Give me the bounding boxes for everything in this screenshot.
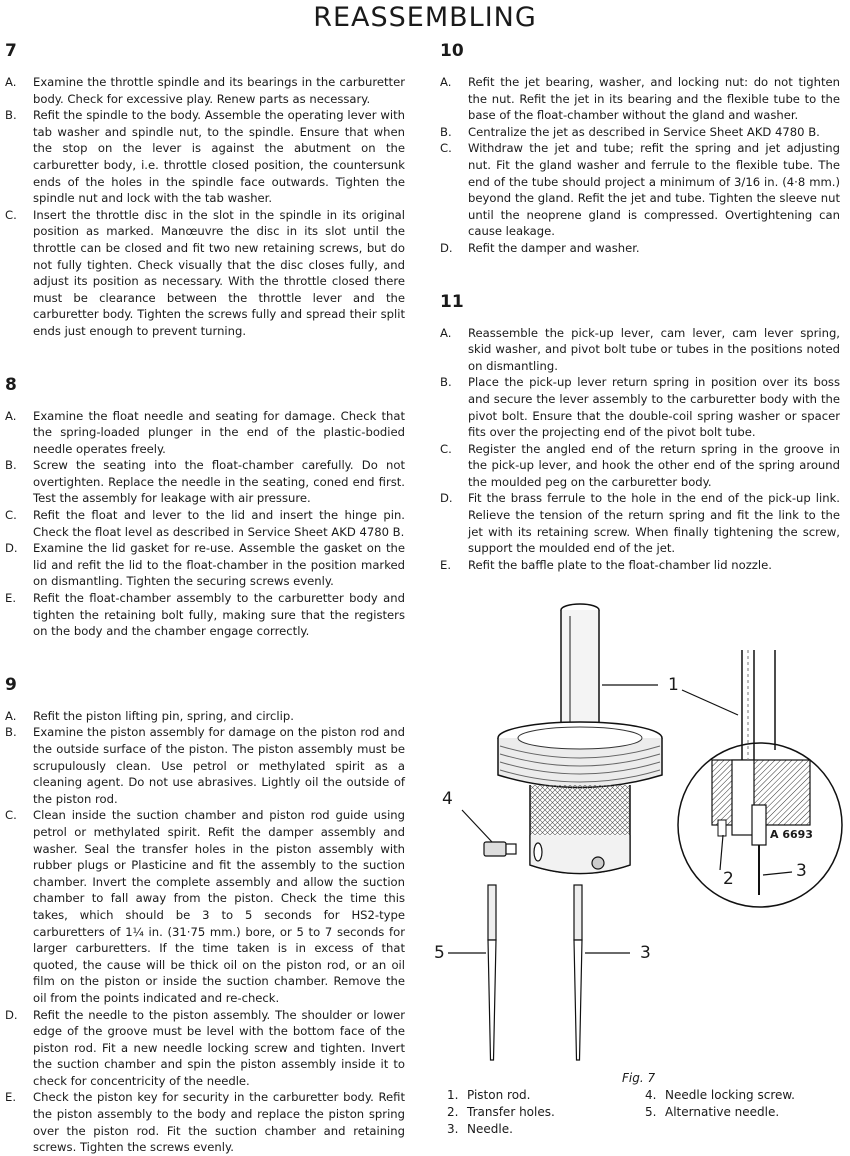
list-item: D. Refit the needle to the piston assembly. The shoulder or lower edge of the groove must be level with the bottom face of the piston rod. Fit a new needle locking screw and tighten. Invert the suction chamber and spin the piston assembly inside it to check for concentricity of the needle. [5, 1007, 405, 1088]
list-item: E. Check the piston key for security in the carburetter body. Refit the piston assembly to the body and replace the piston spring over the piston rod. Fit the suction chamber and retaining screws. Tighten the screws evenly. [5, 1090, 405, 1155]
list-item: B. Screw the seating into the float-chamber carefully. Do not overtighten. Replace the needle in the seating, coned end first. Test the assembly for leakage with air pressure. [5, 458, 405, 506]
piston-body [530, 785, 630, 874]
list-item: B. Place the pick-up lever return spring in position over its boss and secure the lever assembly to the carburetter body with the pivot bolt. Ensure that the double-coil spring washer or spacer fits over the projecting end of the pivot bolt tube. [440, 375, 840, 440]
list-item: D. Fit the brass ferrule to the hole in the end of the pick-up link. Relieve the tension of the return spring and fit the link to the jet with its retaining screw. When finally tightening the screw, support the moulded end of the jet. [440, 491, 840, 556]
figure-legend-left [447, 1087, 555, 1138]
callout-3-inset: 3 [796, 861, 807, 881]
right-column [440, 40, 840, 573]
callout-1: 1 [668, 675, 679, 695]
list-item: C. Refit the float and lever to the lid and insert the hinge pin. Check the float level as described in Service Sheet AKD 4780 B. [5, 508, 405, 539]
piston-rod [561, 604, 599, 740]
list-item: C. Clean inside the suction chamber and piston rod guide using petrol or methylated spirit. Refit the damper assembly and washer. Seal the transfer holes in the piston assembly with rubber plugs or Plasticine and fit the assembly to the suction chamber. Invert the complete assembly and allow the suction chamber to fall away from the piston. Check the time this takes, which should be 3 to 5 seconds for HS2-type carburetters of 1¼ in. (31·75 mm.) bore, or 5 to 7 seconds for larger carburetters. If the time taken is in excess of that quoted, the cause will be thick oil on the piston rod, or an oil film on the piston or inside the suction chamber. Remove the oil from the points indicated and re-check. [5, 808, 405, 1005]
list-item: D. Examine the lid gasket for re-use. Assemble the gasket on the lid and refit the lid to the float-chamber in the position marked on dismantling. Tighten the securing screws evenly. [5, 541, 405, 589]
detail-inset [678, 743, 842, 907]
needle [574, 885, 582, 1060]
legend-item: 4. Needle locking screw. [645, 1088, 795, 1102]
section-number: 8 [5, 374, 17, 395]
callout-5: 5 [434, 943, 445, 963]
section-number: 11 [440, 291, 464, 312]
list-item: B. Examine the piston assembly for damage on the piston rod and the outside surface of the piston. The piston assembly must be scrupulously clean. Use petrol or methylated spirit as a cleaning agent. Do not use abrasives. Lightly oil the outside of the piston rod. [5, 725, 405, 806]
legend-item: 2. Transfer holes. [447, 1105, 555, 1119]
list-item: C. Register the angled end of the return spring in the groove in the pick-up lever, and hook the other end of the spring around the moulded peg on the carburetter body. [440, 441, 840, 489]
section-number: 9 [5, 674, 17, 695]
section-8 [5, 374, 405, 640]
figure-illustration [430, 590, 850, 1070]
page-title: REASSEMBLING [313, 2, 537, 33]
callout-2: 2 [723, 869, 734, 889]
section-number: 7 [5, 41, 17, 61]
figure-caption: Fig. 7 [622, 1071, 656, 1085]
list-item: C. Insert the throttle disc in the slot in the spindle in its original position as marked. Manœuvre the disc in its slot until the throttle can be closed and fit two new retaining screws, but do not fully tighten. Check visually that the disc closes fully, and adjust its position as necessary. With the throttle closed there must be clearance between the throttle lever and the carburetter body. Tighten the screws fully and spread their split ends just enough to prevent turning. [5, 207, 405, 338]
list-item: A. Refit the piston lifting pin, spring, and circlip. [5, 708, 294, 723]
list-item: D. Refit the damper and washer. [440, 240, 640, 255]
list-item: C. Withdraw the jet and tube; refit the spring and jet adjusting nut. Fit the gland washer and ferrule to the flexible tube. The end of the tube should project a minimum of 3/16 in. (4·8 mm.) beyond the gland. Refit the jet and tube. Tighten the sleeve nut until the neoprene gland is compressed. Overtightening can cause leakage. [440, 141, 840, 239]
needle-locking-screw [484, 842, 516, 856]
figure-code: A 6693 [770, 828, 813, 841]
list-item: A. Examine the throttle spindle and its bearings in the carburetter body. Check for excessive play. Renew parts as necessary. [5, 75, 405, 106]
list-item: A. Refit the jet bearing, washer, and locking nut: do not tighten the nut. Refit the jet in its bearing and the flexible tube to the base of the float-chamber without the gland and washer. [440, 75, 840, 123]
left-column [5, 40, 405, 1156]
list-item: B. Centralize the jet as described in Service Sheet AKD 4780 B. [440, 124, 820, 139]
section-11 [440, 291, 840, 574]
alternative-needle [488, 885, 496, 1060]
section-number: 10 [440, 41, 464, 61]
figure-legend-right [645, 1087, 795, 1121]
section-7 [5, 40, 405, 340]
legend-item: 5. Alternative needle. [645, 1105, 780, 1119]
legend-item: 3. Needle. [447, 1122, 513, 1136]
list-item: E. Refit the baffle plate to the float-chamber lid nozzle. [440, 557, 772, 572]
section-10 [440, 40, 840, 257]
list-item: E. Refit the float-chamber assembly to the carburetter body and tighten the retaining bolt fully, making sure that the registers on the body and the chamber engage correctly. [5, 591, 405, 639]
piston-skirt [498, 722, 662, 788]
list-item: A. Examine the float needle and seating for damage. Check that the spring-loaded plunger in the end of the plastic-bodied needle operates freely. [5, 408, 405, 456]
list-item: A. Reassemble the pick-up lever, cam lever, cam lever spring, skid washer, and pivot bolt tube or tubes in the positions noted on dismantling. [440, 325, 840, 373]
callout-3: 3 [640, 943, 651, 963]
section-9 [5, 674, 405, 1156]
legend-item: 1. Piston rod. [447, 1088, 531, 1102]
callout-4: 4 [442, 789, 453, 809]
list-item: B. Refit the spindle to the body. Assemble the operating lever with tab washer and spindle nut, to the spindle. Ensure that when the stop on the lever is against the abutment on the carburetter body, i.e. throttle closed position, the countersunk ends of the holes in the spindle face outwards. Tighten the spindle nut and lock with the tab washer. [5, 108, 405, 206]
